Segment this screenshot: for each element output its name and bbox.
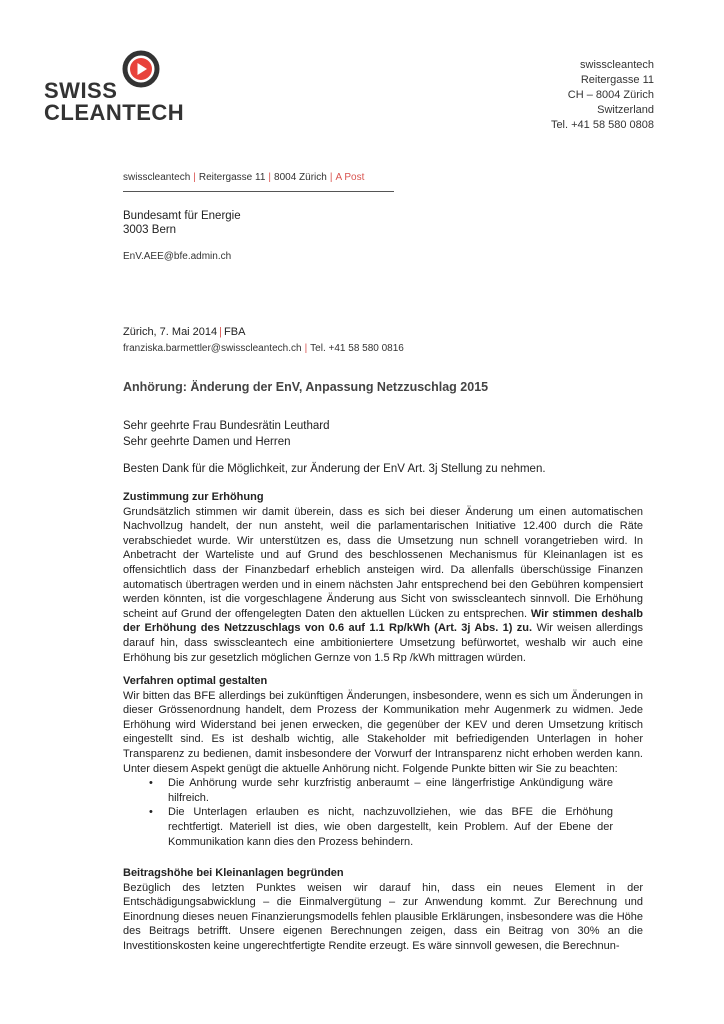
section-body: Wir bitten das BFE allerdings bei zukünftigen Änderungen, insbesondere, wenn es sich um Änderungen in dieser Grössenordnung handelt, dem Prozess der Kommunikation mehr Augenmerk zu widmen. Jede Erhöhung wird Widerstand bei jenen erwecken, die gegenüber der KEV und deren Umsetzung kritisch eingestellt sind. Es ist deshalb wichtig, alle Stakeholder mit befriedigenden Unterlagen in hoher Transparenz zu bedienen, damit insbesondere der Vorwurf der Intransparenz nicht erhoben werden kann. Unter diesem Aspekt genügt die aktuelle Anhörung nicht. Folgende Punkte bitten wir Sie zu beachten: xyxy=(123,689,643,775)
section-approval xyxy=(123,490,643,665)
return-address-line xyxy=(123,172,364,183)
return-street: Reitergasse 11 xyxy=(198,172,266,183)
recipient-line-2: 3003 Bern xyxy=(123,224,177,236)
initials: FBA xyxy=(224,326,246,338)
bullet-icon: • xyxy=(149,806,153,819)
bullet-list xyxy=(123,776,643,849)
bullet-icon: • xyxy=(149,777,153,790)
salutation-line-2: Sehr geehrte Damen und Herren xyxy=(123,436,291,448)
separator: | xyxy=(329,172,333,183)
recipient-address xyxy=(123,209,241,237)
sender-address xyxy=(551,58,654,133)
postage-class: A Post xyxy=(335,172,365,183)
logo-line-1: SWISS xyxy=(44,78,118,103)
contact-line xyxy=(123,343,404,354)
list-item xyxy=(123,805,643,849)
salutation xyxy=(123,418,330,450)
letter-subject: Anhörung: Änderung der EnV, Anpassung Netzzuschlag 2015 xyxy=(123,380,489,394)
recipient-line-1: Bundesamt für Energie xyxy=(123,210,241,222)
sender-name: swisscleantech xyxy=(580,59,654,71)
sender-phone: Tel. +41 58 580 0808 xyxy=(550,119,654,131)
sender-country: Switzerland xyxy=(597,104,654,116)
contact-phone: Tel. +41 58 580 0816 xyxy=(310,343,404,354)
separator: | xyxy=(268,172,272,183)
list-item-text: Die Unterlagen erlauben es nicht, nachzuvollziehen, wie das BFE die Erhöhung rechtfertigt. Materiell ist dies, wie oben dargestellt, kein Problem. Auf der Ebene der Kommunikation kann dies den Prozess behindern. xyxy=(168,806,613,848)
section-contribution xyxy=(123,866,643,954)
salutation-line-1: Sehr geehrte Frau Bundesrätin Leuthard xyxy=(123,420,330,432)
recipient-email: EnV.AEE@bfe.admin.ch xyxy=(123,251,232,262)
section-procedure xyxy=(123,674,643,849)
separator: | xyxy=(304,343,308,354)
section-heading: Zustimmung zur Erhöhung xyxy=(123,491,264,503)
section-body: Bezüglich des letzten Punktes weisen wir darauf hin, dass ein neues Element in der Entschädigungsabwicklung – die Einmalvergütung – zur Anwendung kommt. Zur Berechnung und Einordnung dieses neuen Finanzierungsmodells fehlen plausible Erklärungen, insbesondere was die Höhe des Beitrags betrifft. Unsere eigenen Berechnungen zeigen, dass ein Beitrag von 30% an die Investitionskosten keine ungerechtfertigte Rendite erzeugt. Es wäre sinnvoll gewesen, die Berechnun- xyxy=(123,881,643,952)
body-bold-text: Wir stimmen deshalb der Erhöhung des Netzzuschlags von 0.6 auf 1.1 Rp/kWh (Art. 3j Abs. 1) zu. xyxy=(123,607,643,635)
contact-email: franziska.barmettler@swisscleantech.ch xyxy=(123,343,302,354)
date: Zürich, 7. Mai 2014 xyxy=(123,326,218,338)
return-name: swisscleantech xyxy=(123,172,191,183)
section-body xyxy=(123,505,643,666)
list-item-text: Die Anhörung wurde sehr kurzfristig anberaumt – eine längerfristige Ankündigung wäre hilfreich. xyxy=(168,777,613,804)
list-item xyxy=(123,776,643,805)
sender-street: Reitergasse 11 xyxy=(580,74,654,86)
separator: | xyxy=(219,326,223,338)
play-circle-icon xyxy=(122,50,160,88)
sender-city: CH – 8004 Zürich xyxy=(567,89,654,101)
return-city: 8004 Zürich xyxy=(274,172,327,183)
date-line xyxy=(123,326,245,338)
logo-line-2: CLEANTECH xyxy=(44,100,185,125)
intro-paragraph: Besten Dank für die Möglichkeit, zur Änderung der EnV Art. 3j Stellung zu nehmen. xyxy=(123,463,546,475)
company-logo xyxy=(44,80,184,124)
body-text: Grundsätzlich stimmen wir damit überein, dass es sich bei dieser Änderung um einen automatischen Nachvollzug handelt, der nun ansteht, weil die parlamentarischen Initiative 12.400 durch die Räte verabschiedet wurde. Wir unterstützen es, dass die Umsetzung nun schnell vorangetrieben wird. In Anbetracht der Warteliste und auf Grund des beschlossenen Mechanismus für Kleinanlagen ist es offensichtlich dass der Finanzbedarf erheblich ansteigen wird. Da allenfalls überschüssige Finanzen automatisch übertragen werden und in einem nächsten Jahr entsprechend bei den Gebühren kompensiert werden könnten, ist die vorgeschlagene Änderung aus Sicht von swisscleantech sinnvoll. Die Erhöhung scheint auf Grund der offengelegten Daten den aktuellen Lücken zu entsprechen. xyxy=(123,505,643,620)
section-heading: Beitragshöhe bei Kleinanlagen begründen xyxy=(123,867,344,879)
separator: | xyxy=(193,172,196,183)
section-heading: Verfahren optimal gestalten xyxy=(123,675,268,687)
address-divider xyxy=(123,191,394,192)
body-text: Wir weisen allerdings darauf hin, dass swisscleantech eine ambitioniertere Umsetzung befürwortet, weshalb wir auch eine Erhöhung bis zur gesetzlich möglichen Gernze von 1.5 Rp /kWh mittragen würden. xyxy=(123,622,643,664)
